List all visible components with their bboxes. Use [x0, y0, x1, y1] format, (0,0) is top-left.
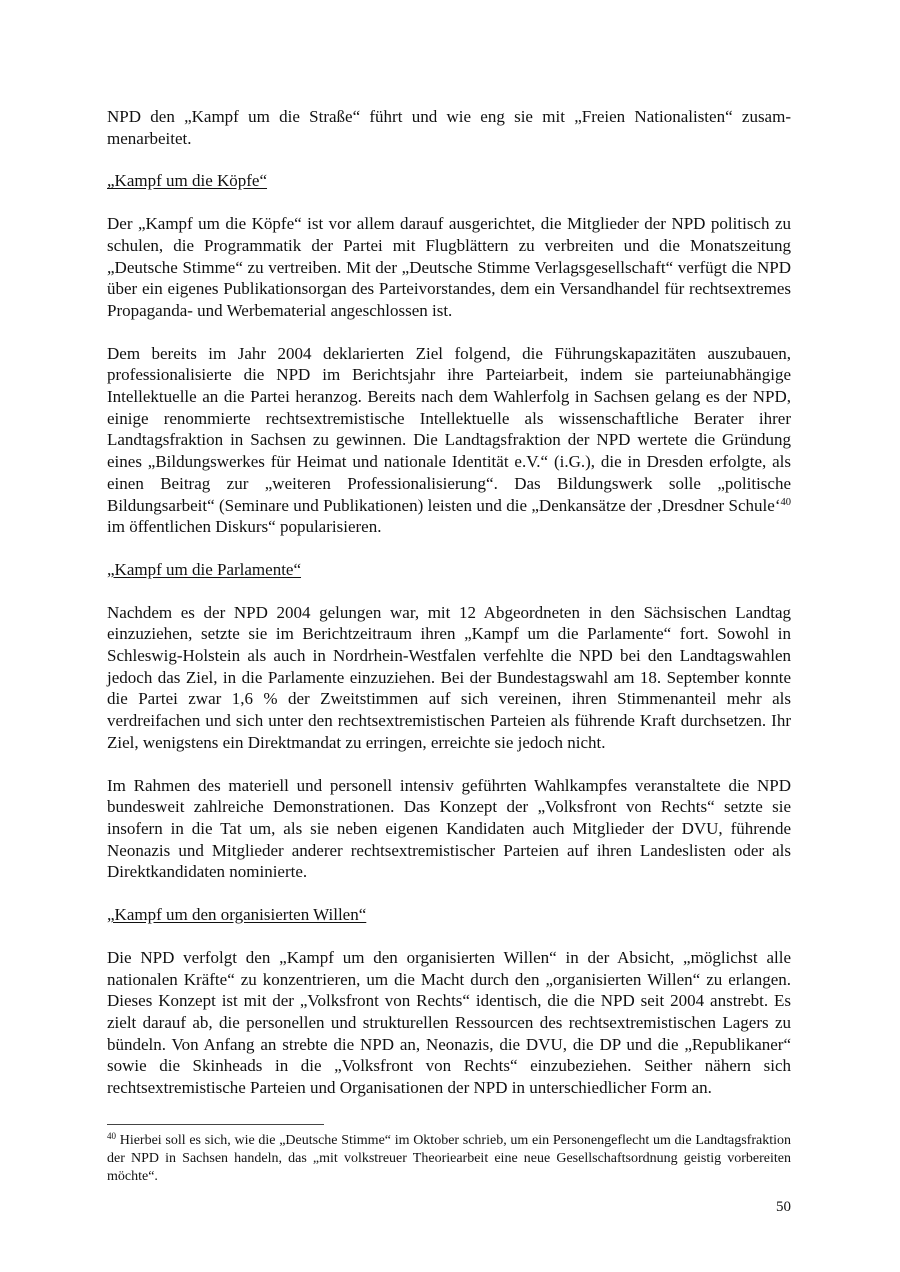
paragraph-continuation: NPD den „Kampf um die Straße“ führt und wie eng sie mit „Freien Nationalisten“ zusammenarbeitet. [107, 107, 791, 148]
page-number: 50 [776, 1199, 791, 1215]
paragraph-bildungswerk [107, 343, 791, 538]
section-heading-willen: „Kampf um den organisierten Willen“ [107, 905, 367, 925]
paragraph-bildungswerk-text: Dem bereits im Jahr 2004 deklarierten Ziel folgend, die Führungskapazitäten auszubauen, professionalisierte die NPD im Berichtsjahr ihre Parteiarbeit, indem sie parteiunabhängige Intellektuelle an die Partei heranzog. Bereits nach dem Wahlerfolg in Sachsen gelang es der NPD, einige renommierte rechtsextremistische Intellektuelle als wissenschaftliche Berater ihrer Landtagsfraktion in Sachsen zu gewinnen. Die Landtagsfraktion der NPD wertete die Gründung eines „Bildungswerkes für Heimat und nationale Identität e.V.“ (i.G.), die in Dresden erfolgte, als einen Beitrag zur „weiteren Professionalisierung“. Das Bildungswerk solle „politische Bildungsarbeit“ (Seminare und Publikationen) leisten und die „Denkansätze der ‚Dresdner Schule‘ [107, 343, 791, 515]
footnote-number: 40 [107, 1131, 116, 1141]
footnote-40 [107, 1132, 791, 1186]
footnote-reference[interactable]: 40 [780, 496, 791, 508]
section-heading-parlamente: „Kampf um die Parlamente“ [107, 559, 302, 579]
paragraph-bildungswerk-text-end: im öffentlichen Diskurs“ popularisieren. [107, 517, 382, 537]
section-heading-koepfe: „Kampf um die Köpfe“ [107, 171, 268, 191]
paragraph-parlamente: Nachdem es der NPD 2004 gelungen war, mit 12 Abgeordneten in den Sächsischen Landtag einzuziehen, setzte sie im Berichtzeitraum ihren „Kampf um die Parlamente“ fort. Sowohl in Schleswig-Holstein als auch in Nordrhein-Westfalen verfehlte die NPD bei den Landtagswahlen jedoch das Ziel, in die Parlamente einzuziehen. Bei der Bundestagswahl am 18. September konnte die Partei zwar 1,6 % der Zweitstimmen auf sich vereinen, ihren Stimmenanteil mehr als verdreifachen und sich unter den rechtsextremistischen Parteien als führende Kraft durchsetzen. Ihr Ziel, wenigstens ein Direktmandat zu erringen, erreichte sie jedoch nicht. [107, 602, 791, 752]
footnote-divider [107, 1124, 324, 1125]
paragraph-wahlkampf: Im Rahmen des materiell und personell intensiv geführten Wahlkampfes veranstaltete die NPD bundesweit zahlreiche Demonstrationen. Das Konzept der „Volksfront von Rechts“ setzte sie insofern in die Tat um, als sie neben eigenen Kandidaten auch Mitglieder der DVU, führende Neonazis und Mitglieder anderer rechtsextremistischer Parteien auf ihren Landeslisten oder als Direktkandidaten nominierte. [107, 775, 791, 882]
paragraph-koepfe: Der „Kampf um die Köpfe“ ist vor allem darauf ausgerichtet, die Mitglieder der NPD politisch zu schulen, die Programmatik der Partei mit Flugblättern zu verbreiten und die Monatszeitung „Deutsche Stimme“ zu vertreiben. Mit der „Deutsche Stimme Verlagsgesellschaft“ verfügt die NPD über ein eigenes Publikationsorgan des Parteivorstandes, dem ein Versandhandel für rechtsextremes Propaganda- und Werbematerial angeschlossen ist. [107, 214, 791, 320]
footnote-text: Hierbei soll es sich, wie die „Deutsche Stimme“ im Oktober schrieb, um ein Personengeflecht um die Landtagsfraktion der NPD in Sachsen handeln, das „mit volkstreuer Theoriearbeit eine neue Gesellschaftsordnung geistig vorbereiten möchte“. [107, 1133, 791, 1184]
page-body [107, 106, 791, 1099]
paragraph-willen: Die NPD verfolgt den „Kampf um den organisierten Willen“ in der Absicht, „möglichst alle nationalen Kräfte“ zu konzentrieren, um die Macht durch den „organisierten Willen“ zu erlangen. Dieses Konzept ist mit der „Volksfront von Rechts“ identisch, die die NPD seit 2004 anstrebt. Es zielt darauf ab, die personellen und strukturellen Ressourcen des rechtsextremistischen Lagers zu bündeln. Von Anfang an strebte die NPD an, Neonazis, die DVU, die DP und die „Republikaner“ sowie die Skinheads in die „Volksfront von Rechts“ einzubeziehen. Seither nähern sich rechtsextremistische Parteien und Organisationen der NPD in unterschiedlicher Form an. [107, 947, 791, 1098]
